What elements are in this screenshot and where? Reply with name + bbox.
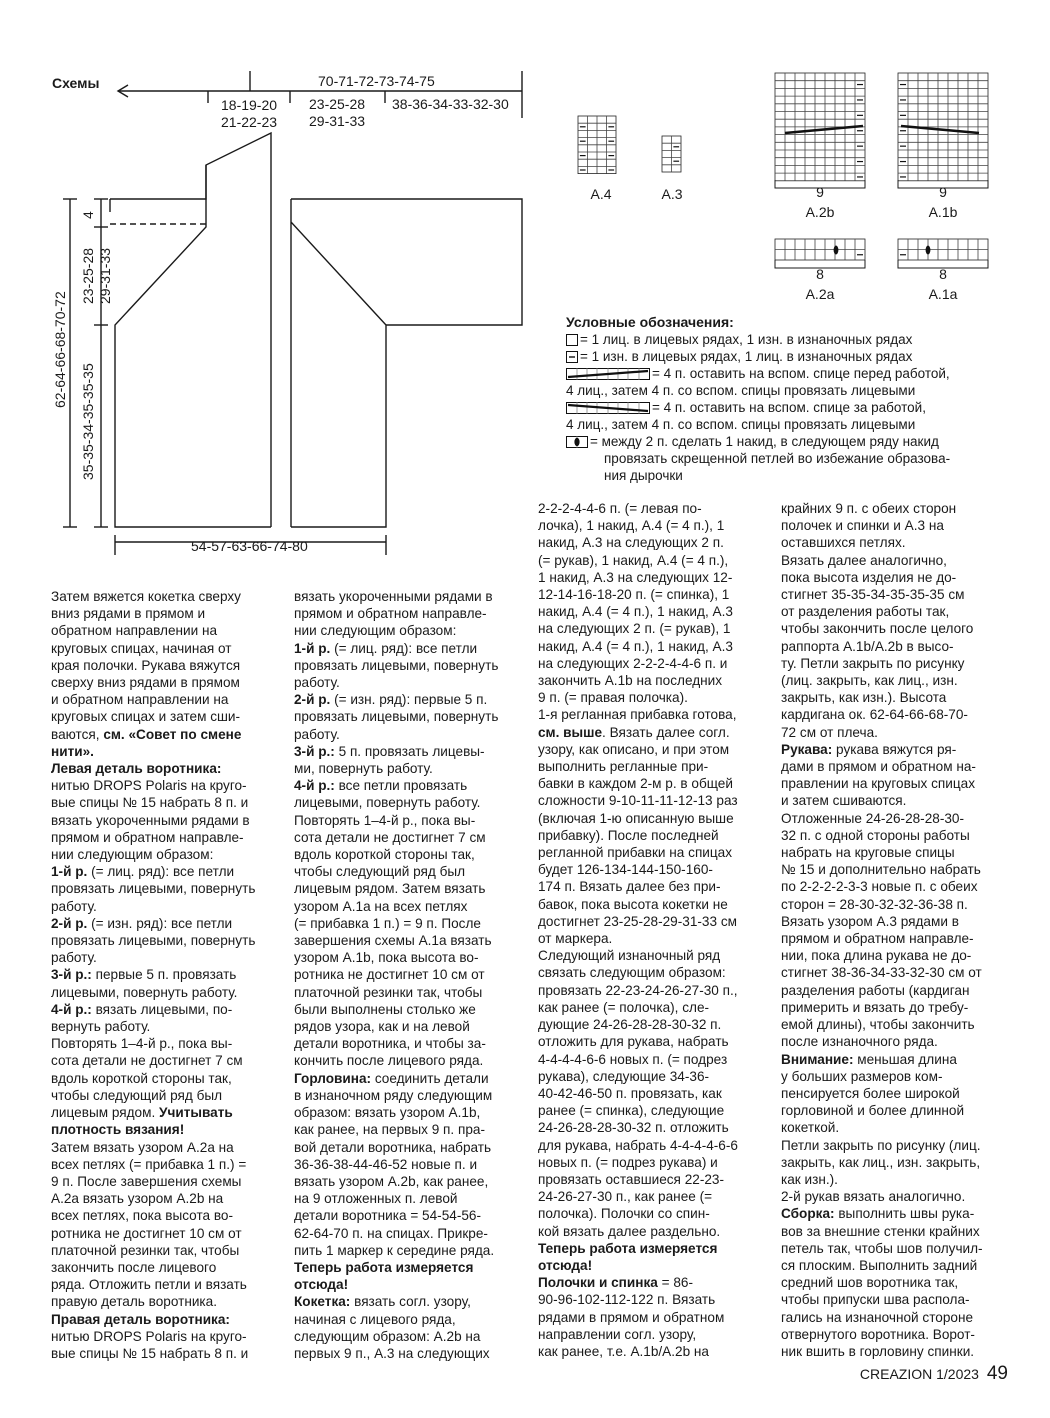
text-line: закончить после лицевого xyxy=(51,1259,217,1275)
text-line: ся плоским. Выполнить задний xyxy=(781,1257,978,1273)
chart-width-a1b: 9 xyxy=(939,184,947,200)
text-line: и затем сшиваются. xyxy=(781,793,907,809)
text-line: нии следующим образом: xyxy=(51,847,214,863)
text-line: обратном направлении на xyxy=(51,623,218,639)
text-line: 3-й р.: первые 5 п. провязать xyxy=(51,967,237,983)
text-line: сота детали не достигнет 7 см xyxy=(294,829,486,845)
text-line: петель так, чтобы шов получил- xyxy=(781,1240,983,1256)
text-line: нии, пока длина рукава не до- xyxy=(781,948,972,964)
text-line: вязать укороченными рядами в xyxy=(51,812,250,828)
text-line: № 15 и дополнительно набрать xyxy=(781,862,981,878)
dim-mid-2: 29-31-33 xyxy=(309,113,366,129)
text-line: как ранее, на первых 9 п. пра- xyxy=(294,1122,485,1138)
text-line: Горловина: соединить детали xyxy=(294,1070,489,1086)
dim-neck-top-2: 21-22-23 xyxy=(221,114,278,130)
text-line: провязать лицевыми, повернуть xyxy=(294,709,499,725)
legend-knit: = 1 лиц. в лицевых рядах, 1 изн. в изнаночных рядах xyxy=(566,331,996,348)
text-line: гались на изнаночной стороне xyxy=(781,1309,974,1325)
text-line: на 9 отложенных п. левой xyxy=(294,1191,458,1207)
text-line: 9 п. (= правая полочка). xyxy=(538,690,688,706)
text-line: закончить A.1b на последних xyxy=(538,673,723,689)
chart-a3-grid xyxy=(662,136,681,172)
text-line: у больших размеров ком- xyxy=(781,1068,943,1084)
dim-raglan-1: 23-25-28 xyxy=(80,247,96,304)
text-line: рядов узора, как и на левой xyxy=(294,1019,470,1035)
text-line: на следующих 2-2-2-4-4-6 п. и xyxy=(538,655,728,671)
chart-label-a2b: A.2b xyxy=(805,204,835,220)
text-line: закрыть, как изн.). Высота xyxy=(781,690,947,706)
text-line: сложности 9-10-11-11-12-13 раз xyxy=(538,793,738,809)
text-line: Затем вяжется кокетка сверху xyxy=(51,589,241,604)
text-line: нитью DROPS Polaris на круго- xyxy=(51,1328,247,1344)
text-line: новых п. (= подрез рукава) и xyxy=(538,1154,718,1170)
text-line: накид, A.4 (= 4 п.), 1 накид, A.3 xyxy=(538,638,733,654)
text-line: работу. xyxy=(294,675,340,691)
text-line: узору, как описано, и при этом xyxy=(538,741,730,757)
page-number: 49 xyxy=(986,1363,1008,1384)
text-line: Кокетка: вязать согл. узору, xyxy=(294,1294,471,1310)
legend-cable-back-2: 4 лиц., затем 4 п. со вспом. спицы провязать лицевыми xyxy=(566,417,916,432)
text-line: направлении согл. узору, xyxy=(538,1326,697,1342)
text-line: ми, повернуть работу. xyxy=(294,761,433,777)
chart-label-a2a: A.2a xyxy=(805,286,835,302)
text-line: лочка), 1 накид, A.4 (= 4 п.), 1 xyxy=(538,518,725,534)
text-line: A.2a вязать узором A.2b на xyxy=(51,1191,224,1207)
text-line: платочной резинки так, чтобы xyxy=(294,984,483,1000)
text-line: нити». xyxy=(51,743,94,759)
legend-yarnover-3: ния дырочки xyxy=(604,468,683,483)
text-line: дами в прямом и обратном на- xyxy=(781,759,976,775)
page-footer xyxy=(860,1363,1008,1385)
text-line: чтобы припуски шва распола- xyxy=(781,1292,970,1308)
text-line: работу. xyxy=(51,950,97,966)
dim-body-height: 35-35-34-35-35-35 xyxy=(80,363,96,480)
chart-width-a2b: 9 xyxy=(816,184,824,200)
text-line: (лиц. закрыть, как лиц., изн. xyxy=(781,673,958,689)
text-line: кардигана ок. 62-64-66-68-70- xyxy=(781,707,968,723)
text-line: круговых спицах и затем сши- xyxy=(51,709,241,725)
text-line: Теперь работа измеряется xyxy=(294,1259,474,1275)
text-line: крайних 9 п. с обеих сторон xyxy=(781,501,957,516)
text-line: круговых спицах, начиная от xyxy=(51,640,232,656)
left-sleeve-outline xyxy=(110,165,206,199)
text-line: чтобы закончить после целого xyxy=(781,621,974,637)
text-line: вязать узором A.2b, как ранее, xyxy=(294,1173,489,1189)
legend-purl: = 1 изн. в лицевых рядах, 1 лиц. в изнаночных рядах xyxy=(566,348,996,365)
text-line: нии следующим образом: xyxy=(294,623,457,639)
dim-mid-1: 23-25-28 xyxy=(309,96,366,112)
text-line: провязать оставшиеся 22-23- xyxy=(538,1171,724,1187)
text-line: дующие 24-26-28-28-30-32 п. xyxy=(538,1017,722,1033)
text-line: будет 126-134-144-150-160- xyxy=(538,862,713,878)
text-line: сота детали не достигнет 7 см xyxy=(51,1053,243,1069)
text-column-4 xyxy=(781,500,1013,1360)
text-line: 2-2-2-4-4-6 п. (= левая по- xyxy=(538,501,702,516)
text-line: на следующих 2 п. (= рукав), 1 xyxy=(538,621,731,637)
text-line: ту. Петли закрыть по рисунку xyxy=(781,655,965,671)
text-line: ранее (= спинка), следующие xyxy=(538,1103,725,1119)
legend-yarnover-2: провязать скрещенной петлей во избежание образова- xyxy=(604,451,951,466)
text-line: 1 накид, A.3 на следующих 12- xyxy=(538,569,733,585)
text-line: прямом и обратном направле- xyxy=(781,931,974,947)
text-line: разделения работы (кардиган xyxy=(781,982,970,998)
text-line: Повторять 1–4-й р., пока вы- xyxy=(294,812,476,828)
text-line: 32 п. с одной стороны работы xyxy=(781,827,970,843)
text-line: оставшихся петлях. xyxy=(781,535,906,551)
dim-raglan-2: 29-31-33 xyxy=(97,247,113,304)
text-line: 24-26-28-28-30-32 п. отложить xyxy=(538,1120,729,1136)
text-line: 2-й р. (= изн. ряд): все петли xyxy=(51,915,233,931)
text-line: ротника не достигнет 10 см от xyxy=(51,1225,242,1241)
text-line: накид, A.3 на следующих 2 п. xyxy=(538,535,724,551)
text-line: вернуть работу. xyxy=(51,1019,151,1035)
text-line: 2-й р. (= изн. ряд): первые 5 п. xyxy=(294,692,488,708)
text-line: для рукава, набрать 4-4-4-4-6-6 xyxy=(538,1137,738,1153)
text-line: Теперь работа измеряется xyxy=(538,1240,718,1256)
text-line: чтобы следующий ряд был xyxy=(294,864,466,880)
left-piece-outline xyxy=(115,133,271,527)
chart-label-a4: A.4 xyxy=(590,186,612,202)
text-line: набрать на круговые спицы xyxy=(781,845,955,861)
text-line: работу. xyxy=(294,726,340,742)
text-line: Следующий изнаночный ряд xyxy=(538,948,721,964)
text-line: емой длины), чтобы закончить xyxy=(781,1017,975,1033)
text-line: работу. xyxy=(51,898,97,914)
text-line: Затем вязать узором A.2a на xyxy=(51,1139,234,1155)
text-line: рядами в прямом и обратном xyxy=(538,1309,725,1325)
cable-back-symbol-icon xyxy=(566,402,650,414)
text-line: вые спицы № 15 набрать 8 п. и xyxy=(51,795,249,811)
chart-label-a3: A.3 xyxy=(661,186,683,202)
text-line: накид, A.4 (= 4 п.), 1 накид, A.3 xyxy=(538,604,733,620)
text-line: образом: вязать узором A.1b, xyxy=(294,1105,481,1121)
text-line: полочек и спинки и A.3 на xyxy=(781,518,944,534)
text-line: как ранее, т.е. A.1b/A.2b на xyxy=(538,1343,709,1359)
text-line: сторон = 28-30-32-32-36-38 п. xyxy=(781,896,968,912)
text-line: правлении на круговых спицах xyxy=(781,776,976,792)
legend-yarnover: = между 2 п. сделать 1 накид, в следующем ряду накид xyxy=(566,433,996,450)
text-line: 174 п. Вязать далее без при- xyxy=(538,879,721,895)
text-line: Полочки и спинка = 86- xyxy=(538,1275,693,1291)
text-line: отвернутого воротника. Ворот- xyxy=(781,1326,975,1342)
text-line: пока высота изделия не до- xyxy=(781,569,957,585)
text-column-2 xyxy=(294,588,524,1362)
dim-top-total: 70-71-72-73-74-75 xyxy=(318,73,435,89)
text-line: лицевым рядом. Учитывать xyxy=(51,1105,233,1121)
text-line: 1-я регланная прибавка готова, xyxy=(538,707,737,723)
text-line: чтобы следующий ряд был xyxy=(51,1087,223,1103)
text-line: провязать лицевыми, повернуть xyxy=(294,657,499,673)
text-line: (= рукав), 1 накид, A.4 (= 4 п.), xyxy=(538,552,729,568)
chart-label-a1a: A.1a xyxy=(928,286,958,302)
text-line: ряда. Отложить петли и вязать xyxy=(51,1277,247,1293)
text-line: регланной прибавки на спицах xyxy=(538,845,733,861)
text-column-1 xyxy=(51,588,281,1362)
text-line: после изнаночного ряда. xyxy=(781,1034,938,1050)
text-line: 62-64-70 п. на спицах. Прикре- xyxy=(294,1225,488,1241)
text-line: Внимание: меньшая длина xyxy=(781,1051,957,1067)
text-line: примерить и вязать до требу- xyxy=(781,999,969,1015)
text-line: прибавку). После последней xyxy=(538,827,719,843)
page-title: Схемы xyxy=(52,75,100,91)
text-line: от маркера. xyxy=(538,931,613,947)
right-sleeve-outline xyxy=(291,199,522,325)
text-line: ротника не достигнет 10 см от xyxy=(294,967,485,983)
text-line: 24-26-27-30 п., как ранее (= xyxy=(538,1189,713,1205)
text-line: горловиной и более длинной xyxy=(781,1103,965,1119)
yarnover-symbol-icon xyxy=(566,436,588,448)
text-line: 72 см от плеча. xyxy=(781,724,878,740)
text-line: вязать укороченными рядами в xyxy=(294,589,493,604)
text-line: лицевым рядом. Затем вязать xyxy=(294,881,486,897)
text-line: платочной резинки так, чтобы xyxy=(51,1242,240,1258)
text-line: завершения схемы A.1a вязать xyxy=(294,933,492,949)
text-line: кой вязать далее раздельно. xyxy=(538,1223,721,1239)
text-line: Правая деталь воротника: xyxy=(51,1311,230,1327)
text-line: 12-14-16-18-20 п. (= спинка), 1 xyxy=(538,587,730,603)
text-line: правую деталь воротника. xyxy=(51,1294,217,1310)
text-column-3 xyxy=(538,500,770,1360)
text-line: вой детали воротника, набрать xyxy=(294,1139,492,1155)
right-piece-outline xyxy=(291,199,386,527)
text-line: (включая 1-ю описанную выше xyxy=(538,810,734,826)
text-line: края полочки. Рукава вяжутся xyxy=(51,657,241,673)
text-line: (= прибавка 1 п.) = 9 п. После xyxy=(294,915,481,931)
text-line: кончить после лицевого ряда. xyxy=(294,1053,484,1069)
text-line: и обратном направлении на xyxy=(51,692,229,708)
dim-total-height: 62-64-66-68-70-72 xyxy=(52,291,68,408)
text-line: провязать лицевыми, повернуть xyxy=(51,933,256,949)
dim-side-4: 4 xyxy=(80,211,96,219)
text-line: вдоль короткой стороны так, xyxy=(51,1070,232,1086)
text-line: лицевыми, повернуть работу. xyxy=(294,795,481,811)
text-line: узором A.1a на всех петлях xyxy=(294,898,468,914)
cable-front-symbol-icon xyxy=(566,368,650,380)
text-line: детали воротника, и чтобы за- xyxy=(294,1036,486,1052)
text-line: ваются, см. «Совет по смене xyxy=(51,726,242,742)
text-line: вдоль короткой стороны так, xyxy=(294,847,475,863)
text-line: нитью DROPS Polaris на круго- xyxy=(51,778,247,794)
text-line: всех петлях (= прибавка 1 п.) = xyxy=(51,1156,247,1172)
text-line: всех петлях, пока высота во- xyxy=(51,1208,234,1224)
text-line: ник вшить в горловину спинки. xyxy=(781,1343,975,1359)
text-line: бавок, пока высота кокетки не xyxy=(538,896,728,912)
text-line: 1-й р. (= лиц. ряд): все петли xyxy=(294,640,478,656)
chart-a1a-grid xyxy=(898,239,988,260)
text-line: Рукава: рукава вяжутся ря- xyxy=(781,741,957,757)
text-line: вниз рядами в прямом и xyxy=(51,606,206,622)
text-line: лицевыми, повернуть работу. xyxy=(51,984,238,1000)
text-line: 90-96-102-112-122 п. Вязать xyxy=(538,1292,716,1308)
text-line: в изнаночном ряду следующим xyxy=(294,1087,493,1103)
yarnover-dot-a1a xyxy=(926,246,931,255)
magazine-issue: CREAZION 1/2023 xyxy=(859,1366,979,1382)
text-line: первых 9 п., A.3 на следующих xyxy=(294,1345,490,1361)
text-line: отсюда! xyxy=(294,1277,349,1293)
text-line: детали воротника = 54-54-56- xyxy=(294,1208,481,1224)
text-line: по 2-2-2-2-3-3 новые п. с обеих xyxy=(781,879,978,895)
dim-right: 38-36-34-33-32-30 xyxy=(392,96,509,112)
text-line: провязать 22-23-24-26-27-30 п., xyxy=(538,982,738,998)
text-line: 4-й р.: все петли провязать xyxy=(294,778,468,794)
text-line: пенсируется более широкой xyxy=(781,1085,960,1101)
text-line: выполнить регланные при- xyxy=(538,759,709,775)
text-line: Вязать узором A.3 рядами в xyxy=(781,913,959,929)
text-line: 3-й р.: 5 п. провязать лицевы- xyxy=(294,743,485,759)
text-line: см. выше. Вязать далее согл. xyxy=(538,724,730,740)
text-line: отсюда! xyxy=(538,1257,593,1273)
text-line: плотность вязания! xyxy=(51,1122,185,1138)
chart-a4-grid xyxy=(578,116,616,174)
text-line: достигнет 23-25-28-29-31-33 см xyxy=(538,913,737,929)
knit-symbol-icon xyxy=(566,334,578,346)
text-line: 4-4-4-4-6-6 новых п. (= подрез xyxy=(538,1051,728,1067)
chart-width-a1a: 8 xyxy=(939,266,947,282)
legend xyxy=(566,314,996,484)
text-line: стигнет 38-36-34-33-32-30 см от xyxy=(781,965,982,981)
text-line: 36-36-38-44-46-52 новые п. и xyxy=(294,1156,478,1172)
chart-a2a-grid xyxy=(775,239,865,260)
text-line: бавки в каждом 2-м р. в общей xyxy=(538,776,733,792)
text-line: раппорта A.1b/A.2b в высо- xyxy=(781,638,954,654)
text-line: вые спицы № 15 набрать 8 п. и xyxy=(51,1345,249,1361)
text-line: стигнет 35-35-34-35-35-35 см xyxy=(781,587,965,603)
text-line: провязать лицевыми, повернуть xyxy=(51,881,256,897)
yarnover-dot-a2a xyxy=(834,246,839,255)
text-line: следующим образом: A.2b на xyxy=(294,1328,481,1344)
dim-neck-top-1: 18-19-20 xyxy=(221,97,278,113)
text-line: отложить для рукава, набрать xyxy=(538,1034,729,1050)
text-line: от разделения работы так, xyxy=(781,604,950,620)
text-line: Вязать далее аналогично, xyxy=(781,552,947,568)
text-line: Петли закрыть по рисунку (лиц. xyxy=(781,1137,981,1153)
text-line: Сборка: выполнить швы рука- xyxy=(781,1206,975,1222)
purl-symbol-icon xyxy=(566,351,578,363)
chart-width-a2a: 8 xyxy=(816,266,824,282)
legend-cable-front-2: 4 лиц., затем 4 п. со вспом. спицы провязать лицевыми xyxy=(566,383,916,398)
text-line: средний шов воротника так, xyxy=(781,1275,959,1291)
text-line: связать следующим образом: xyxy=(538,965,726,981)
text-line: начиная с лицевого ряда, xyxy=(294,1311,456,1327)
text-line: полочка). Полочки со спин- xyxy=(538,1206,710,1222)
legend-cable-back: = 4 п. оставить на вспом. спице за работой, xyxy=(566,399,996,416)
text-line: пить 1 маркер к середине ряда. xyxy=(294,1242,495,1258)
text-line: кокеткой. xyxy=(781,1120,840,1136)
text-line: Повторять 1–4-й р., пока вы- xyxy=(51,1036,233,1052)
text-line: рукава), следующие 34-36- xyxy=(538,1068,710,1084)
text-line: 4-й р.: вязать лицевыми, по- xyxy=(51,1001,233,1017)
text-line: 2-й рукав вязать аналогично. xyxy=(781,1189,966,1205)
text-line: как изн.). xyxy=(781,1171,838,1187)
text-line: как ранее (= полочка), сле- xyxy=(538,999,710,1015)
text-line: были выполнены столько же xyxy=(294,1001,476,1017)
text-line: вов за внешние стенки крайних xyxy=(781,1223,980,1239)
text-line: Левая деталь воротника: xyxy=(51,761,222,777)
chart-label-a1b: A.1b xyxy=(928,204,958,220)
text-line: Отложенные 24-26-28-28-30- xyxy=(781,810,965,826)
text-line: прямом и обратном направле- xyxy=(294,606,487,622)
text-line: сверху вниз рядами в прямом xyxy=(51,675,240,691)
text-line: 9 п. После завершения схемы xyxy=(51,1173,242,1189)
text-line: закрыть, как лиц., изн. закрыть, xyxy=(781,1154,981,1170)
text-line: узором A.1b, пока высота во- xyxy=(294,950,479,966)
text-line: прямом и обратном направле- xyxy=(51,829,244,845)
dim-bottom-width: 54-57-63-66-74-80 xyxy=(191,538,308,554)
text-line: 1-й р. (= лиц. ряд): все петли xyxy=(51,864,235,880)
legend-title: Условные обозначения: xyxy=(566,314,734,330)
legend-cable-front: = 4 п. оставить на вспом. спице перед работой, xyxy=(566,365,996,382)
text-line: 40-42-46-50 п. провязать, как xyxy=(538,1085,722,1101)
